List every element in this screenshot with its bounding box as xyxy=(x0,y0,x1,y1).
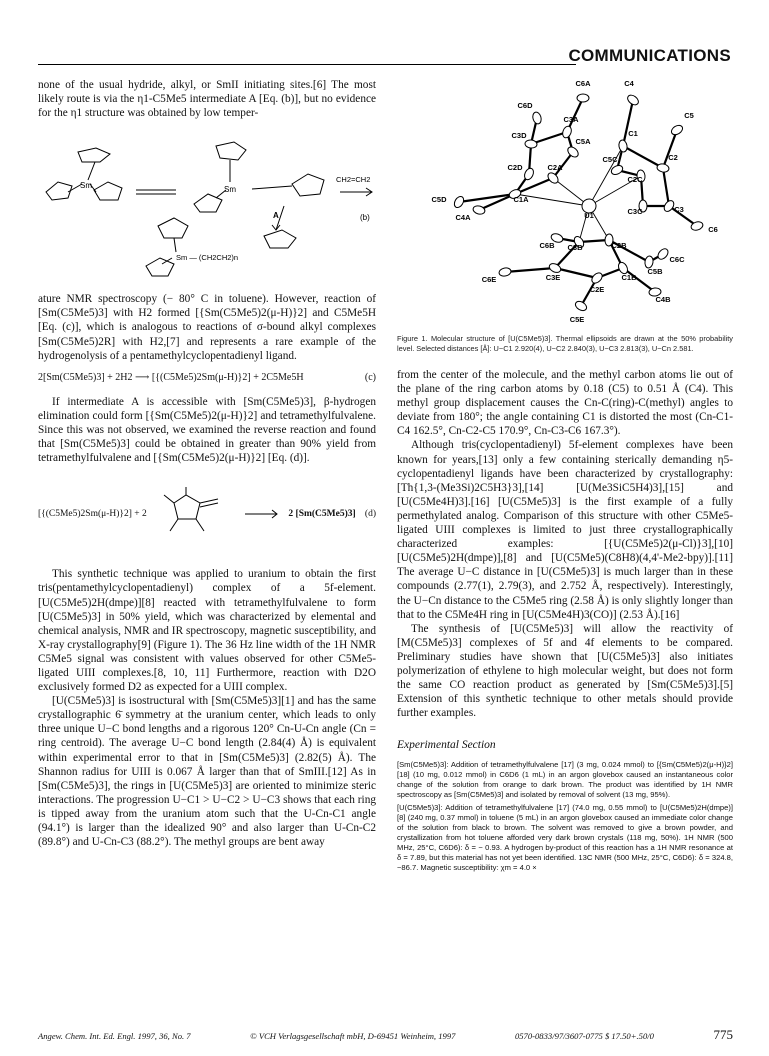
bond xyxy=(663,130,677,168)
atom-label: C4 xyxy=(624,79,634,88)
cp-ring xyxy=(94,182,122,200)
bond xyxy=(623,146,663,168)
atom-label: C1B xyxy=(621,273,637,282)
page-footer xyxy=(38,1027,733,1043)
atom-ellipsoid xyxy=(452,195,465,209)
atom-label: C2A xyxy=(547,163,563,172)
bond xyxy=(623,100,633,146)
paragraph: The synthesis of [U(C5Me5)3] will allow the reactivity of [M(C5Me5)3] complexes of 5f and 4f elements to be compared. Preliminary studies have shown that [U(C5Me5)3] also initiates polymerization of ethylene to high molecular weight, but does not form the same CO reaction product as generated by [Sm(C5Me5)3].[5] Extension of this synthetic technique to other metals should provide further examples. xyxy=(397,622,733,720)
paragraph: [U(C5Me5)3] is isostructural with [Sm(C5Me5)3][1] and has the same crystallographic 6̄ symmetry at the uranium center, which leads to only three unique U−C bond lengths and a rigorous 120° Cn-U-Cn angle (Cn = ring centroid). The average U−C bond length (2.84(4) Å) is equivalent within experimental error to that in [Sm(C5Me5)3] (2.82(5) Å). The Shannon radius for UIII is 0.067 Å larger than that of SmIII.[12] As in [Sm(C5Me5)3], the rings in [U(C5Me5)3] are oriented to minimize steric interactions. The progression U−C1 > U−C2 > U−C3 shows that each ring is tipped away from the uranium atom such that the U-Cn-C1 angle (94.1°) is larger than the idealized 90° and also larger than U-Cn-C2 (89.8°) and U-Cn-C3 (88.2°). The methyl groups are bent away xyxy=(38,695,376,849)
atom-label: C2B xyxy=(611,241,627,250)
atom-label: C2 xyxy=(668,153,678,162)
atom-label: C4A xyxy=(455,213,471,222)
bond xyxy=(663,168,669,206)
atom-ellipsoid xyxy=(618,139,628,152)
atom-ellipsoid xyxy=(574,300,588,313)
paragraph: none of the usual hydride, alkyl, or SmII initiating sites.[6] The most likely route is via the η1-C5Me5 intermediate A [Eq. (b)], but no evidence for the η1 structure was obtained by low temper- xyxy=(38,79,376,120)
cp-ring xyxy=(292,174,324,196)
atom-label: C3 xyxy=(674,205,684,214)
figure-1-structure xyxy=(397,78,733,326)
atom-label: C6B xyxy=(539,241,555,250)
atom-ellipsoid xyxy=(532,111,543,125)
figure-caption: Figure 1. Molecular structure of [U(C5Me5)3]. Thermal ellipsoids are drawn at the 50% probability level. Selected distances [Å]: U−C1 2.920(4), U−C2 2.840(3), U−C3 2.813(3), U−Cn 2.581. xyxy=(397,334,733,353)
paragraph: from the center of the molecule, and the methyl carbon atoms lie out of the plane of the ring carbon atoms by 0.18 (C5) to 0.51 Å (C4). This methyl group displacement causes the Cn-C(ring)-C(methyl) angles to deviate from 180°; the angle containing C1 is distorted the most (Cn-C1-C4 162.5°, Cn-C2-C5 170.9°, Cn-C3-C6 167.3°). xyxy=(397,369,733,438)
intermediate-label: A xyxy=(273,211,279,221)
paragraph: Although tris(cyclopentadienyl) 5f-element complexes have been known for years,[13] only a few containing sterically demanding η5-cyclopentadienyl ligands have been characterized by crystallography: [Th{1,3-(Me3Si)2C5H3}3],[14] [U(Me3SiC5H4)3],[15] and [U(C5Me4H)3].[16] [U(C5Me5)3] is the first example of a fully permethylated analog. Comparison of this structure with other C5Me5-ligated UIII complexes is limited to just three crystallographically characterized examples: [{U(C5Me5)2(μ-Cl)}3],[10] [U(C5Me5)2H(dmpe)],[8] and [U(C5Me5)(C8H8)(4,4'-Me2-bpy)].[11] The average U−C distance in [U(C5Me5)3] is much larger than in these compounds (2.77(1), 2.79(3), and 2.752 Å, respectively). Interestingly, the U−Cn distance to the C5Me5 ring (2.58 Å) is only slightly longer than that to the C5Me4H ring in [U(C5Me4H)3(CO)] (2.53 Å).[16] xyxy=(397,439,733,621)
paragraph: [Sm(C5Me5)3]: Addition of tetramethylfulvalene [17] (3 mg, 0.024 mmol) to [{Sm(C5Me5)2(μ-H)}2] [18] (10 mg, 0.012 mmol) in C6D6 (1 mL) in an argon glovebox caused an instantaneous color change of the solution from orange to dark brown. The product was identified by 1H NMR spectroscopy as [Sm(C5Me5)3] and isolated by removal of solvent (13 mg, 95%). xyxy=(397,760,733,800)
header-rule xyxy=(38,64,576,65)
atom-ellipsoid xyxy=(472,205,486,216)
atom-label: C6D xyxy=(517,101,533,110)
equation-text: 2[Sm(C5Me5)3] + 2H2 ⟶ [{(C5Me5)2Sm(μ-H)}2] + 2C5Me5H xyxy=(38,371,304,383)
equation-d xyxy=(38,487,376,541)
atom-label: C6A xyxy=(575,79,591,88)
atom-label: C6 xyxy=(708,225,718,234)
atom-label: C3E xyxy=(545,273,561,282)
cp-ring xyxy=(216,142,246,160)
atom-ellipsoid xyxy=(590,271,604,285)
cp-ring xyxy=(146,258,174,276)
scheme-b xyxy=(38,134,376,284)
atom-ellipsoid xyxy=(656,247,670,261)
experimental-heading: Experimental Section xyxy=(397,739,496,752)
atom-label: C3D xyxy=(511,131,527,140)
atom-label: C4B xyxy=(655,295,671,304)
atom-label: C1 xyxy=(628,129,638,138)
atom-label: C3A xyxy=(563,115,579,124)
atom-label: C5C xyxy=(602,155,618,164)
fulvalene-structure xyxy=(156,487,236,541)
atom-label: U1 xyxy=(584,211,594,220)
paragraph: This synthetic technique was applied to uranium to obtain the first tris(pentamethylcyclopentadienyl) complex of a 5f-element. [U(C5Me5)2H(dmpe)][8] reacted with tetramethylfulvalene to form [U(C5Me5)3] in 50% yield, which was characterized by elemental and chemical analysis, NMR and IR spectroscopy, magnetic susceptibility, and X-ray crystallography[9] (Figure 1). The 36 Hz line width of the 1H NMR C5Me5 signal was consistent with values observed for other C5Me5-ligated UIII complexes.[8, 10, 11] Furthermore, reaction with D2O exclusively formed D2 as expected for a UIII complex. xyxy=(38,568,376,694)
page-number: 775 xyxy=(713,1027,733,1042)
atom-ellipsoid xyxy=(561,125,573,139)
journal-citation: Angew. Chem. Int. Ed. Engl. 1997, 36, No. 7 xyxy=(38,1031,191,1041)
atom-label: C2C xyxy=(627,175,643,184)
equation-left: [{(C5Me5)2Sm(μ-H)}2] + 2 xyxy=(38,509,147,520)
atom-ellipsoid xyxy=(577,94,589,102)
atom-label: C5 xyxy=(684,111,694,120)
atom-label: C1A xyxy=(513,195,529,204)
atom-label: C3C xyxy=(627,207,643,216)
atom-label: C6E xyxy=(481,275,497,284)
sm-label: Sm xyxy=(80,181,92,191)
equation-c xyxy=(38,371,376,385)
paragraph: [U(C5Me5)3]: Addition of tetramethylfulvalene [17] (74.0 mg, 0.55 mmol) to [U(C5Me5)2H(dmpe)] [8] (240 mg, 0.37 mmol) in toluene (5 mL) in an argon glovebox caused an immediate color change of the solution from black to brown. The solvent was removed to give a brown powder, and crystallization from hot toluene afforded very dark brown crystals (118 mg, 50%). 1H NMR (500 MHz, 25°C, C6D6): δ = − 0.93. A hydrogen by-product of this reaction has a 1H NMR resonance at δ = 7.89, but this material has not yet been identified. 13C NMR (500 MHz, 25°C, C6D6): δ = 324.8, −86.7. Magnetic susceptibility: χm = 4.0 × xyxy=(397,803,733,873)
equation-tag: (c) xyxy=(364,371,376,383)
sm-label: Sm xyxy=(224,185,236,195)
atom-label: C5E xyxy=(569,315,585,324)
equation-right: 2 [Sm(C5Me5)3] xyxy=(288,509,356,520)
atom-ellipsoid xyxy=(498,267,511,277)
cp-ring xyxy=(46,182,72,200)
atom-label: C6C xyxy=(669,255,685,264)
atom-ellipsoid xyxy=(525,139,538,148)
equation-tag: (d) xyxy=(364,509,376,520)
atom-ellipsoid xyxy=(670,123,684,136)
atom-ellipsoid xyxy=(656,163,669,173)
equation-tag: (b) xyxy=(360,213,370,223)
cp-ring xyxy=(78,148,110,162)
atom-label: C5B xyxy=(647,267,663,276)
paragraph: If intermediate A is accessible with [Sm(C5Me5)3], β-hydrogen elimination could form [{Sm(C5Me5)2(μ-H)}2] and tetramethylfulvalene. Since this was not observed, we examined the reverse reaction and found that [Sm(C5Me5)3] could be obtained in greater than 90% yield from tetramethylfulvalene and [{Sm(C5Me5)2(μ-H)}2] [Eq. (d)]. xyxy=(38,395,376,465)
atom-label: C5A xyxy=(575,137,591,146)
atom-label: C5D xyxy=(431,195,447,204)
cp-ring xyxy=(264,230,296,248)
left-column xyxy=(38,78,376,849)
experimental-section xyxy=(397,760,733,873)
section-header: COMMUNICATIONS xyxy=(568,46,731,65)
bond xyxy=(505,268,555,272)
atom-label: C2D xyxy=(507,163,523,172)
atom-ellipsoid xyxy=(626,93,640,107)
publisher: © VCH Verlagsgesellschaft mbH, D-69451 Weinheim, 1997 xyxy=(250,1031,456,1041)
paragraph: ature NMR spectroscopy (− 80° C in toluene). However, reaction of [Sm(C5Me5)3] with H2 formed [{Sm(C5Me5)2(μ-H)}2] and C5Me5H [Eq. (c)], which is analogous to reactions of σ-bound alkyl complexes [Sm(C5Me5)2R] with H2,[7] and represents a rare example of the hydrogenolysis of a pentamethylcyclopentadienyl ligand. xyxy=(38,293,376,362)
article-code: 0570-0833/97/3607-0775 $ 17.50+.50/0 xyxy=(514,1031,654,1041)
reaction-arrow xyxy=(245,509,279,519)
atom-label: C2E xyxy=(589,285,605,294)
cp-ring xyxy=(158,218,188,238)
right-column xyxy=(397,78,733,876)
bond xyxy=(555,268,597,278)
polymer-label: Sm — (CH2CH2)n xyxy=(176,253,239,263)
atom-label: C3B xyxy=(567,243,583,252)
ethylene-label: CH2=CH2 xyxy=(336,175,371,185)
